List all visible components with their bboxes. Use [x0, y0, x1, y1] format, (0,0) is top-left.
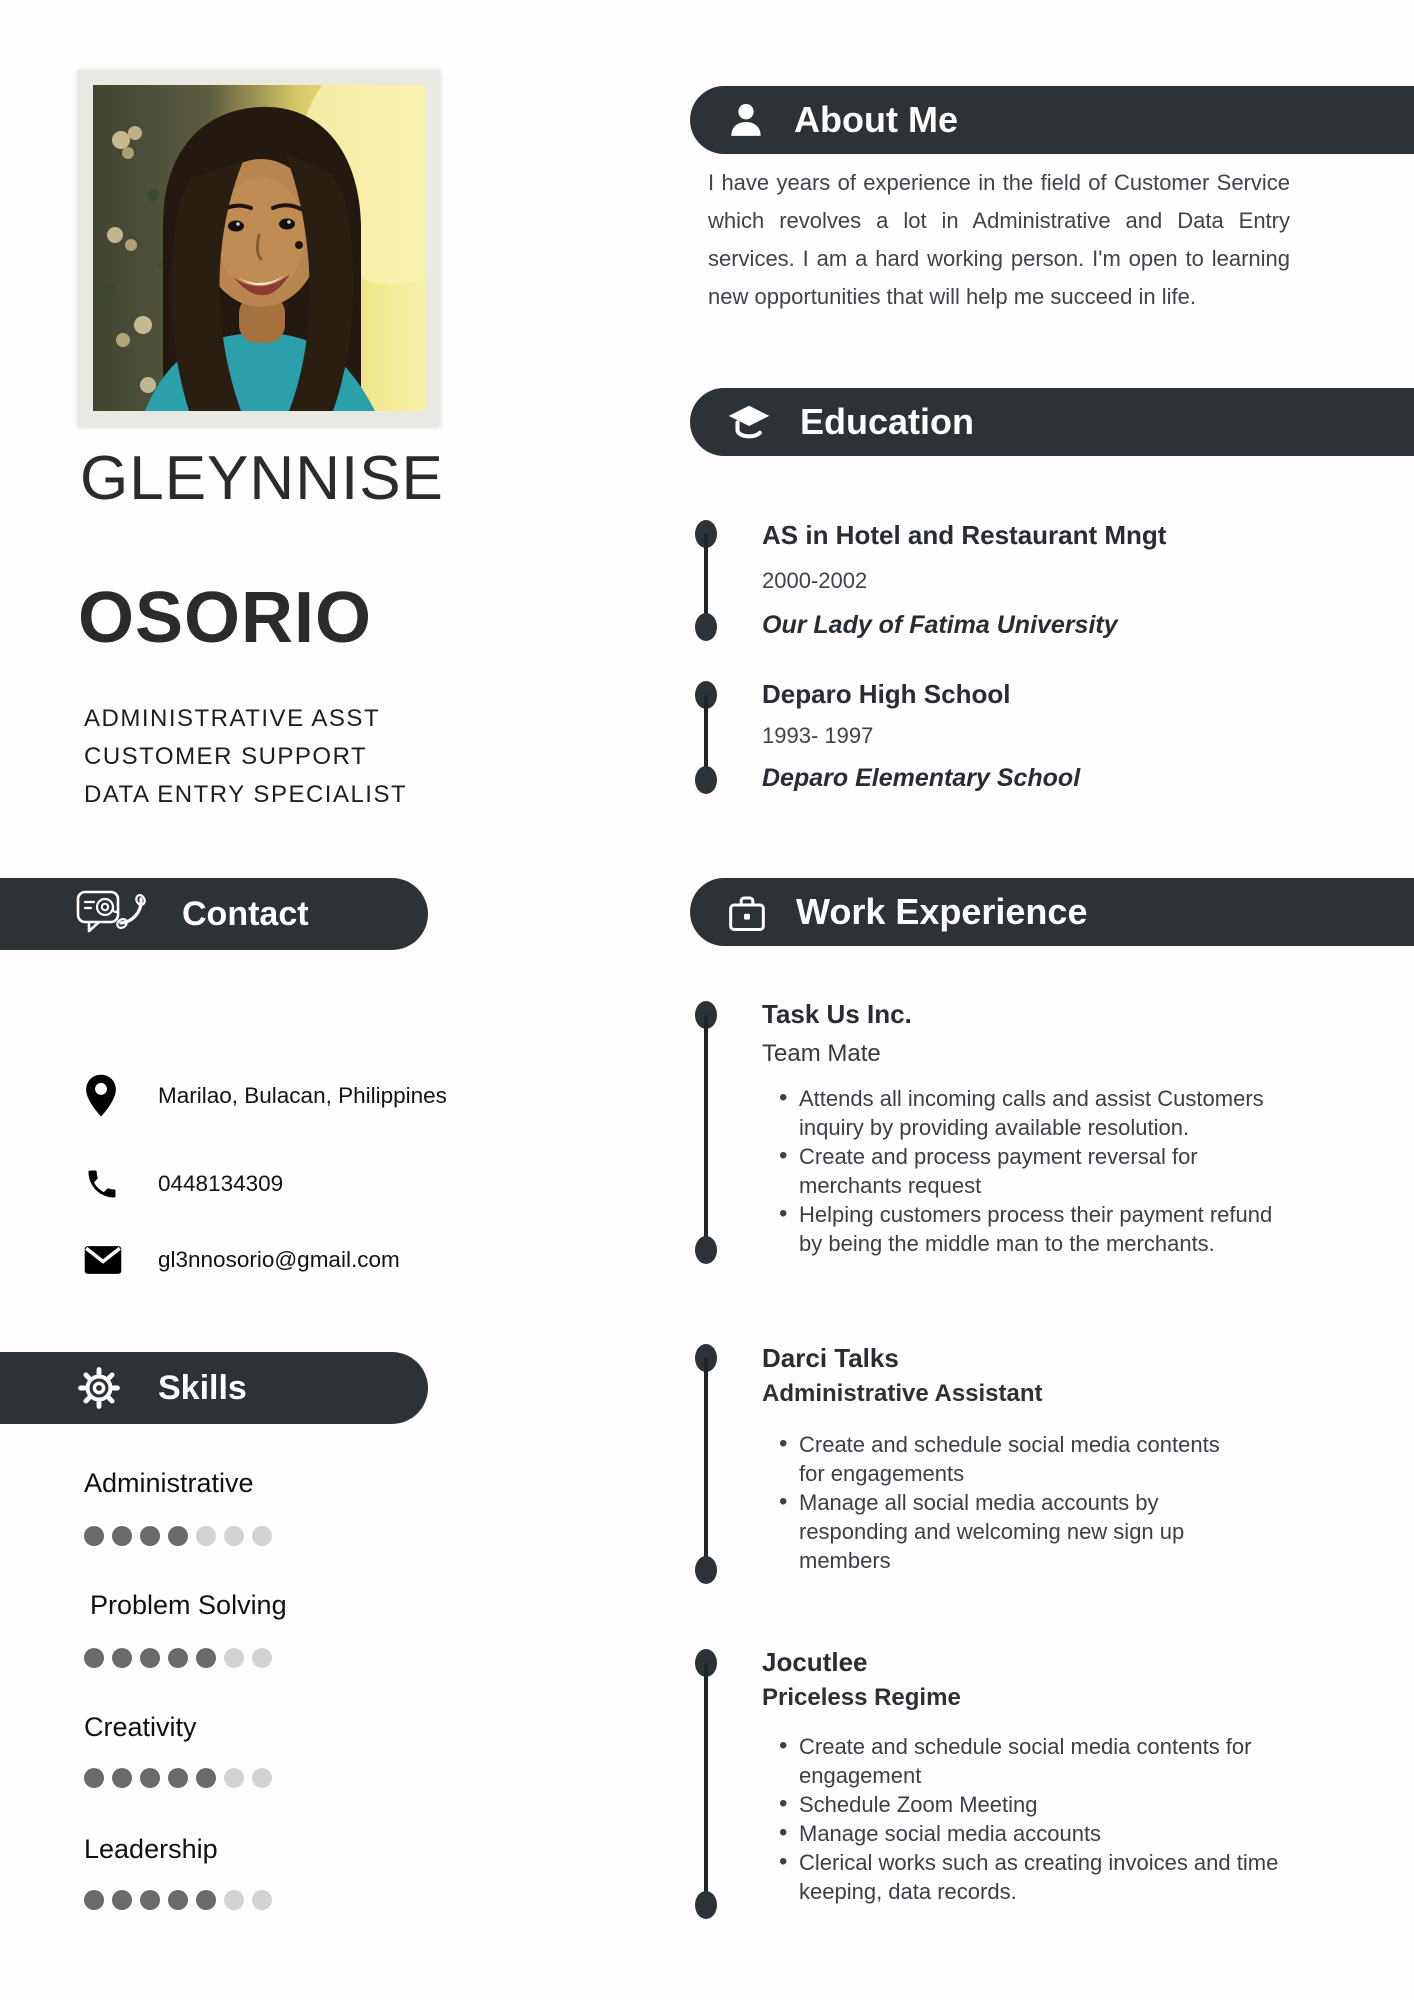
skill-rating — [84, 1648, 272, 1668]
skills-header-label: Skills — [158, 1368, 247, 1407]
skill-dot — [84, 1890, 104, 1910]
job-bullet: • Manage social media accounts — [778, 1819, 1288, 1848]
skill-dot — [112, 1648, 132, 1668]
skill-dot — [224, 1648, 244, 1668]
person-icon — [726, 100, 766, 140]
skill-dot — [140, 1768, 160, 1788]
portrait-photo-art — [93, 85, 425, 411]
contact-location-row — [84, 1072, 447, 1120]
skill-dot — [252, 1526, 272, 1546]
graduation-cap-icon — [726, 402, 772, 442]
job-bullets — [778, 1732, 1288, 1906]
education-section-header — [690, 388, 1414, 456]
title-line: DATA ENTRY SPECIALIST — [84, 781, 408, 808]
education-years: 2000-2002 — [762, 568, 868, 593]
envelope-icon — [84, 1245, 124, 1275]
skill-dot — [84, 1768, 104, 1788]
skill-dot — [140, 1890, 160, 1910]
skill-rating — [84, 1526, 272, 1546]
education-years: 1993- 1997 — [762, 723, 874, 748]
location-pin-icon — [84, 1073, 124, 1119]
skill-dot — [196, 1526, 216, 1546]
skill-dot — [252, 1890, 272, 1910]
timeline-line — [704, 1663, 708, 1905]
job-bullet: • Schedule Zoom Meeting — [778, 1790, 1288, 1819]
skill-name: Problem Solving — [90, 1590, 287, 1620]
chat-at-phone-icon — [76, 887, 146, 941]
skill-dot — [112, 1526, 132, 1546]
job-bullet: • Helping customers process their payment refund by being the middle man to the merchants. — [778, 1200, 1298, 1258]
contact-header-label: Contact — [182, 894, 309, 933]
education-header-label: Education — [800, 401, 975, 442]
skill-dot — [112, 1890, 132, 1910]
education-degree: AS in Hotel and Restaurant Mngt — [762, 520, 1167, 550]
job-bullets — [778, 1084, 1298, 1258]
timeline-line — [704, 1358, 708, 1570]
skill-rating — [84, 1768, 272, 1788]
work-section-header — [690, 878, 1414, 946]
last-name: OSORIO — [78, 578, 373, 658]
skill-dot — [168, 1768, 188, 1788]
job-bullet: • Create and process payment reversal for merchants request — [778, 1142, 1298, 1200]
contact-section-header — [0, 878, 428, 950]
skill-rating — [84, 1890, 272, 1910]
timeline-dot — [695, 613, 717, 641]
contact-email-row — [84, 1236, 400, 1284]
skill-dot — [168, 1648, 188, 1668]
skill-dot — [224, 1890, 244, 1910]
job-bullet: • Manage all social media accounts by responding and welcoming new sign up members — [778, 1488, 1248, 1575]
skill-dot — [112, 1768, 132, 1788]
phone-icon — [84, 1166, 124, 1202]
job-bullets — [778, 1430, 1248, 1575]
skill-dot — [168, 1526, 188, 1546]
timeline-dot — [695, 1891, 717, 1919]
work-header-label: Work Experience — [796, 891, 1088, 932]
job-bullet: • Attends all incoming calls and assist Customers inquiry by providing available resolution. — [778, 1084, 1298, 1142]
job-bullet: • Create and schedule social media contents for engagements — [778, 1430, 1248, 1488]
profile-photo — [78, 70, 440, 426]
professional-titles — [84, 700, 407, 814]
skill-dot — [252, 1648, 272, 1668]
job-bullet: • Create and schedule social media contents for engagement — [778, 1732, 1288, 1790]
education-school: Deparo Elementary School — [762, 764, 1081, 792]
title-line: ADMINISTRATIVE ASST — [84, 705, 381, 732]
job-role: Priceless Regime — [762, 1684, 961, 1711]
job-company: Jocutlee — [762, 1647, 868, 1677]
contact-email-text: gl3nnosorio@gmail.com — [158, 1247, 400, 1272]
timeline-dot — [695, 1556, 717, 1584]
skills-section-header — [0, 1352, 428, 1424]
skill-dot — [224, 1526, 244, 1546]
gear-icon — [76, 1365, 122, 1411]
contact-phone-row — [84, 1160, 283, 1208]
education-school: Our Lady of Fatima University — [762, 611, 1118, 639]
skill-dot — [84, 1648, 104, 1668]
first-name: GLEYNNISE — [80, 444, 444, 513]
timeline-dot — [695, 766, 717, 794]
skill-name: Administrative — [84, 1468, 254, 1498]
timeline-dot — [695, 1236, 717, 1264]
about-section-header — [690, 86, 1414, 154]
skill-dot — [196, 1768, 216, 1788]
skill-name: Creativity — [84, 1712, 197, 1742]
skill-dot — [196, 1890, 216, 1910]
title-line: CUSTOMER SUPPORT — [84, 743, 368, 770]
job-bullet: • Clerical works such as creating invoices and time keeping, data records. — [778, 1848, 1288, 1906]
skill-dot — [140, 1648, 160, 1668]
job-role: Administrative Assistant — [762, 1380, 1043, 1407]
job-company: Task Us Inc. — [762, 999, 912, 1029]
contact-phone-text: 0448134309 — [158, 1171, 284, 1196]
skill-dot — [224, 1768, 244, 1788]
skill-dot — [168, 1890, 188, 1910]
skill-dot — [84, 1526, 104, 1546]
skill-dot — [252, 1768, 272, 1788]
education-degree: Deparo High School — [762, 679, 1011, 709]
about-paragraph: I have years of experience in the field of Customer Service which revolves a lot in Administrative and Data Entry services. I am a hard working person. I'm open to learning new opportunities that will help me succeed in life. — [708, 170, 1290, 309]
timeline-line — [704, 1015, 708, 1250]
job-company: Darci Talks — [762, 1343, 899, 1373]
skill-dot — [196, 1648, 216, 1668]
job-role: Team Mate — [762, 1040, 881, 1067]
skill-name: Leadership — [84, 1834, 218, 1864]
skill-dot — [140, 1526, 160, 1546]
about-header-label: About Me — [794, 99, 958, 140]
briefcase-icon — [726, 891, 768, 933]
contact-location-text: Marilao, Bulacan, Philippines — [158, 1083, 447, 1108]
